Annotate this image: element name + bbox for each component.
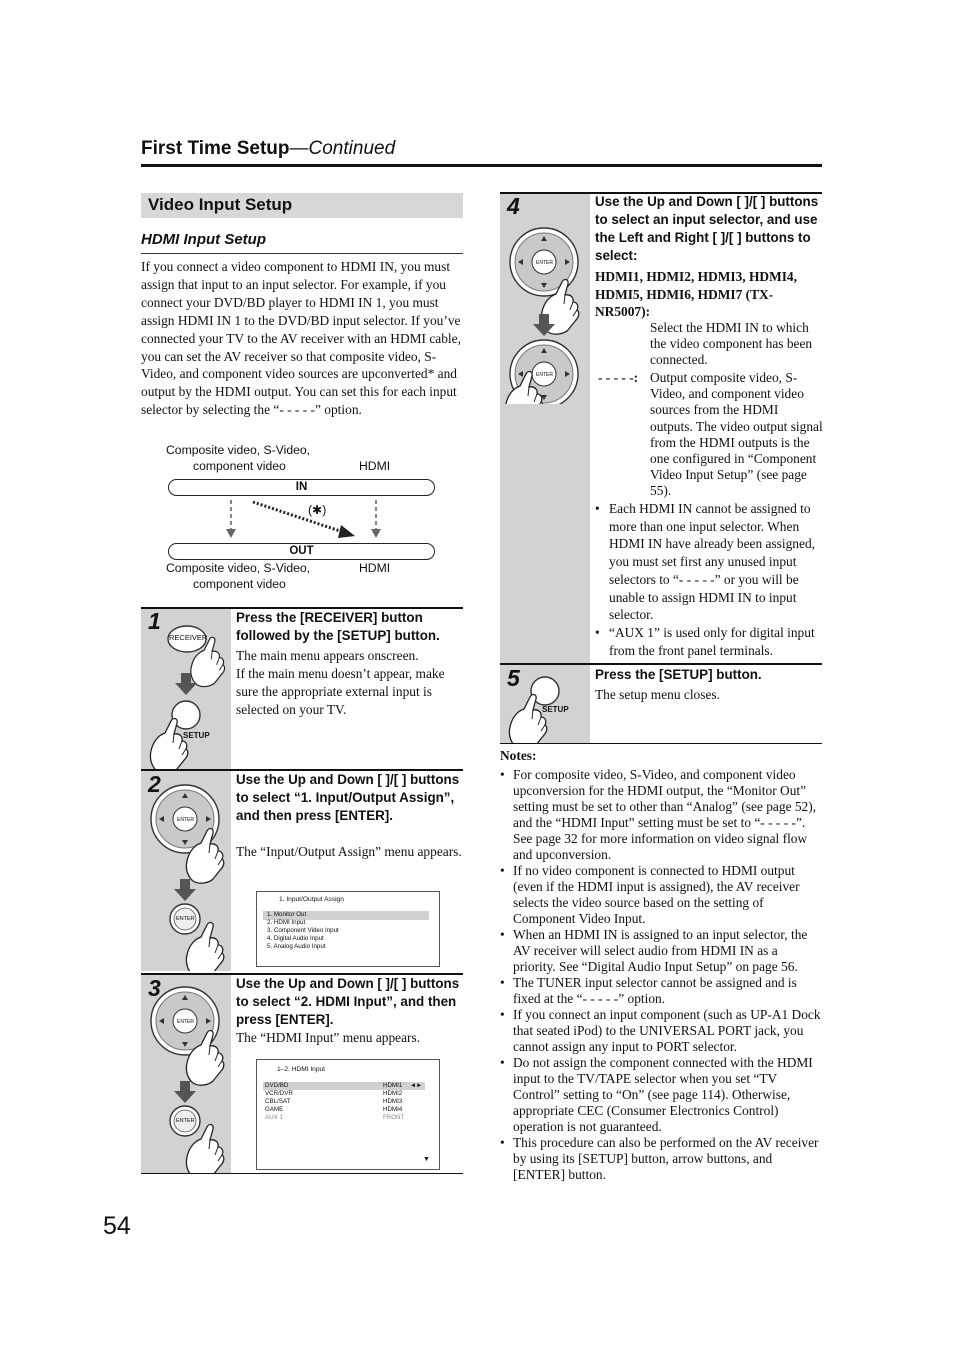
page-number: 54 — [103, 1212, 131, 1240]
osd-title: 1. Input/Output Assign — [279, 896, 344, 903]
step-5-bottom-rule — [500, 743, 822, 744]
step-4-bullet: • Each HDMI IN cannot be assigned to more than one input selector. When HDMI IN have already been assigned, you must set first any unused input selectors to “- - - - -” or you will be unable to assign HDMI IN to input selector. — [595, 501, 815, 623]
note-item: • For composite video, S-Video, and component video upconversion for the HDMI output, the “Monitor Out” setting must be set to other than “Analog” (see page 52), and the “HDMI Input” setting must be set to “- - - - -”. See page 32 for more information on video signal flow and upconversion. — [500, 767, 822, 863]
step-5-body: The setup menu closes. — [595, 687, 720, 702]
hdmi-input-osd — [256, 1059, 440, 1170]
step-5-number: 5 — [507, 665, 520, 691]
more-down-icon: ▼ — [423, 1156, 430, 1163]
step-4-illustration-area — [500, 194, 590, 663]
diagram-bottom-left-line2: component video — [193, 577, 286, 591]
diagram-bottom-right: HDMI — [359, 561, 391, 575]
diagram-bottom-left-line1: Composite video, S-Video, — [166, 561, 311, 575]
osd-item-list — [267, 911, 339, 951]
step-3-number: 3 — [148, 975, 161, 1001]
enter-icon-label: ENTER — [177, 817, 194, 823]
step-2-body: The “Input/Output Assign” menu appears. — [236, 844, 462, 859]
osd-item: 5. Analog Audio Input — [267, 943, 326, 951]
left-right-arrows-icon: ◄► — [410, 1082, 423, 1089]
notes-list — [500, 767, 822, 1183]
osd-row-value: HDMI1 — [383, 1082, 403, 1089]
note-item: • When an HDMI IN is assigned to an input selector, the AV receiver will select audio from HDMI IN as a priority. See “Digital Audio Input Setup” on page 56. — [500, 927, 822, 975]
osd-row — [265, 1098, 433, 1106]
enter-icon-label: ENTER — [536, 260, 553, 266]
step-4-dash-desc: Output composite video, S-Video, and component video sources from the HDMI outputs. The video output signal from the HDMI outputs is the one configured in “Component Video Input Setup” (see page 55). — [650, 370, 823, 499]
subsection-title: HDMI Input Setup — [141, 231, 266, 248]
note-item: • If you connect an input component (such as UP-A1 Dock that seated iPod) to the UNIVERSAL PORT jack, you cannot assign any input to PORT selector. — [500, 1007, 822, 1055]
step-4-dash-label: - - - - -: — [598, 370, 639, 385]
step-5-heading: Press the [SETUP] button. — [595, 667, 762, 682]
diagram-top-left-line2: component video — [193, 459, 286, 473]
osd-item: 4. Digital Audio Input — [267, 935, 324, 943]
step-4-bullet-text: Each HDMI IN cannot be assigned to more than one input selector. When HDMI IN have already been assigned, you must set first any unused input selectors to “- - - - -” or you will be unable to assign HDMI IN to input selector. — [609, 501, 815, 623]
note-item: • The TUNER input selector cannot be assigned and is fixed at the “- - - - -” option. — [500, 975, 822, 1007]
osd-row-label: AUX 1 — [265, 1114, 283, 1122]
steps-bottom-rule — [141, 1173, 463, 1174]
note-item: • This procedure can also be performed on the AV receiver by using its [SETUP] button, arrow buttons, and [ENTER] button. — [500, 1135, 822, 1183]
signal-diagram — [141, 440, 463, 595]
step-4-options-title: HDMI1, HDMI2, HDMI3, HDMI4, HDMI5, HDMI6, HDMI7 (TX-NR5007): — [595, 269, 797, 319]
osd-row — [265, 1082, 433, 1090]
down-arrow-icon — [174, 1081, 196, 1103]
running-header — [141, 138, 821, 160]
osd-row-value: HDMI4 — [383, 1106, 403, 1114]
setup-icon-label: SETUP — [183, 731, 210, 740]
diagram-in-bus: IN — [168, 479, 435, 496]
enter-icon-label: ENTER — [176, 1118, 195, 1124]
diagram-top-right: HDMI — [359, 459, 391, 473]
step-4-options-desc: Select the HDMI IN to which the video component has been connected. — [650, 320, 813, 368]
enter-icon-label: ENTER — [536, 372, 553, 378]
step-4-number: 4 — [507, 193, 520, 219]
osd-row — [265, 1114, 433, 1122]
step-2-number: 2 — [148, 771, 161, 797]
diagram-arrows — [141, 496, 463, 542]
step-3-heading: Use the Up and Down [ ]/[ ] buttons to select “2. HDMI Input”, and then press [ENTER]. — [236, 976, 460, 1027]
down-arrow-icon — [174, 879, 196, 901]
note-item: • Do not assign the component connected with the HDMI input to the TV/TAPE selector when you set “TV Control” setting to “On” (see page 114). Otherwise, appropriate CEC (Consumer Electronics Control) operation is not guaranteed. — [500, 1055, 822, 1135]
notes-title: Notes: — [500, 748, 537, 763]
osd-row-value: HDMI2 — [383, 1090, 403, 1098]
osd-row — [265, 1106, 433, 1114]
header-title: First Time Setup — [141, 138, 290, 159]
osd-row-label: VCR/DVR — [265, 1090, 293, 1098]
step-4-bullet: • “AUX 1” is used only for digital input from the front panel terminals. — [595, 624, 815, 658]
header-continued: —Continued — [289, 138, 396, 159]
step-1-number: 1 — [148, 608, 161, 634]
enter-icon-label: ENTER — [177, 1019, 194, 1025]
input-output-assign-osd — [256, 891, 440, 967]
setup-icon-label: SETUP — [542, 705, 569, 714]
osd-row-label: CBL/SAT — [265, 1098, 291, 1106]
intro-paragraph: If you connect a video component to HDMI IN, you must assign that input to an input selector. For example, if you connect your DVD/BD player to HDMI IN 1, you must assign HDMI IN 1 to the DVD/BD input selector. If you’ve connected your TV to the AV receiver with an HDMI cable, you can set the AV receiver so that composite video, S-Video, and component video sources are upconverted* and output by the HDMI output. You can set this for each input selector by selecting the “- - - - -” option. — [141, 259, 461, 418]
notes-block — [500, 748, 822, 1183]
step-4-bullets — [595, 500, 823, 659]
osd-row-value: HDMI3 — [383, 1098, 403, 1106]
receiver-icon-label: RECEIVER — [169, 633, 208, 642]
osd-rows — [265, 1082, 433, 1122]
step-1-text-2: If the main menu doesn’t appear, make sure the appropriate external input is selected on your TV. — [236, 665, 445, 717]
diagram-top-left-line1: Composite video, S-Video, — [166, 443, 311, 457]
osd-row — [265, 1090, 433, 1098]
step-1-heading: Press the [RECEIVER] button followed by the [SETUP] button. — [236, 610, 440, 643]
osd-item: 3. Component Video Input — [267, 927, 339, 935]
section-title: Video Input Setup — [148, 195, 293, 214]
osd-item: 2. HDMI Input — [267, 919, 306, 927]
step-3-illustration-area — [141, 975, 231, 1173]
step-4-heading: Use the Up and Down [ ]/[ ] buttons to select an input selector, and use the Left and Right [ ]/[ ] buttons to select: — [595, 194, 819, 263]
enter-icon-label: ENTER — [176, 916, 195, 922]
step-4-bullet-text: “AUX 1” is used only for digital input from the front panel terminals. — [609, 624, 815, 658]
osd-row-label: GAME — [265, 1106, 284, 1114]
note-item: • If no video component is connected to HDMI output (even if the HDMI input is assigned), the AV receiver selects the video source based on the setting of Component Video Input. — [500, 863, 822, 927]
diagram-out-bus: OUT — [168, 543, 435, 560]
osd-title: 1–2. HDMI Input — [277, 1066, 326, 1073]
step-2-heading: Use the Up and Down [ ]/[ ] buttons to select “1. Input/Output Assign”, and then press [ENTER]. — [236, 772, 460, 823]
step-3-body: The “HDMI Input” menu appears. — [236, 1030, 421, 1045]
step-1-text-1: The main menu appears onscreen. — [236, 648, 419, 663]
header-rule — [141, 164, 822, 167]
step-2-illustration-area — [141, 771, 231, 971]
osd-item: 1. Monitor Out — [267, 911, 307, 918]
subsection-rule — [141, 253, 463, 254]
step-1-body — [236, 647, 464, 719]
diagram-upconvert-star: (✱) — [308, 503, 327, 517]
osd-row-label: DVD/BD — [265, 1082, 289, 1089]
osd-row-value: FRONT — [383, 1114, 405, 1122]
